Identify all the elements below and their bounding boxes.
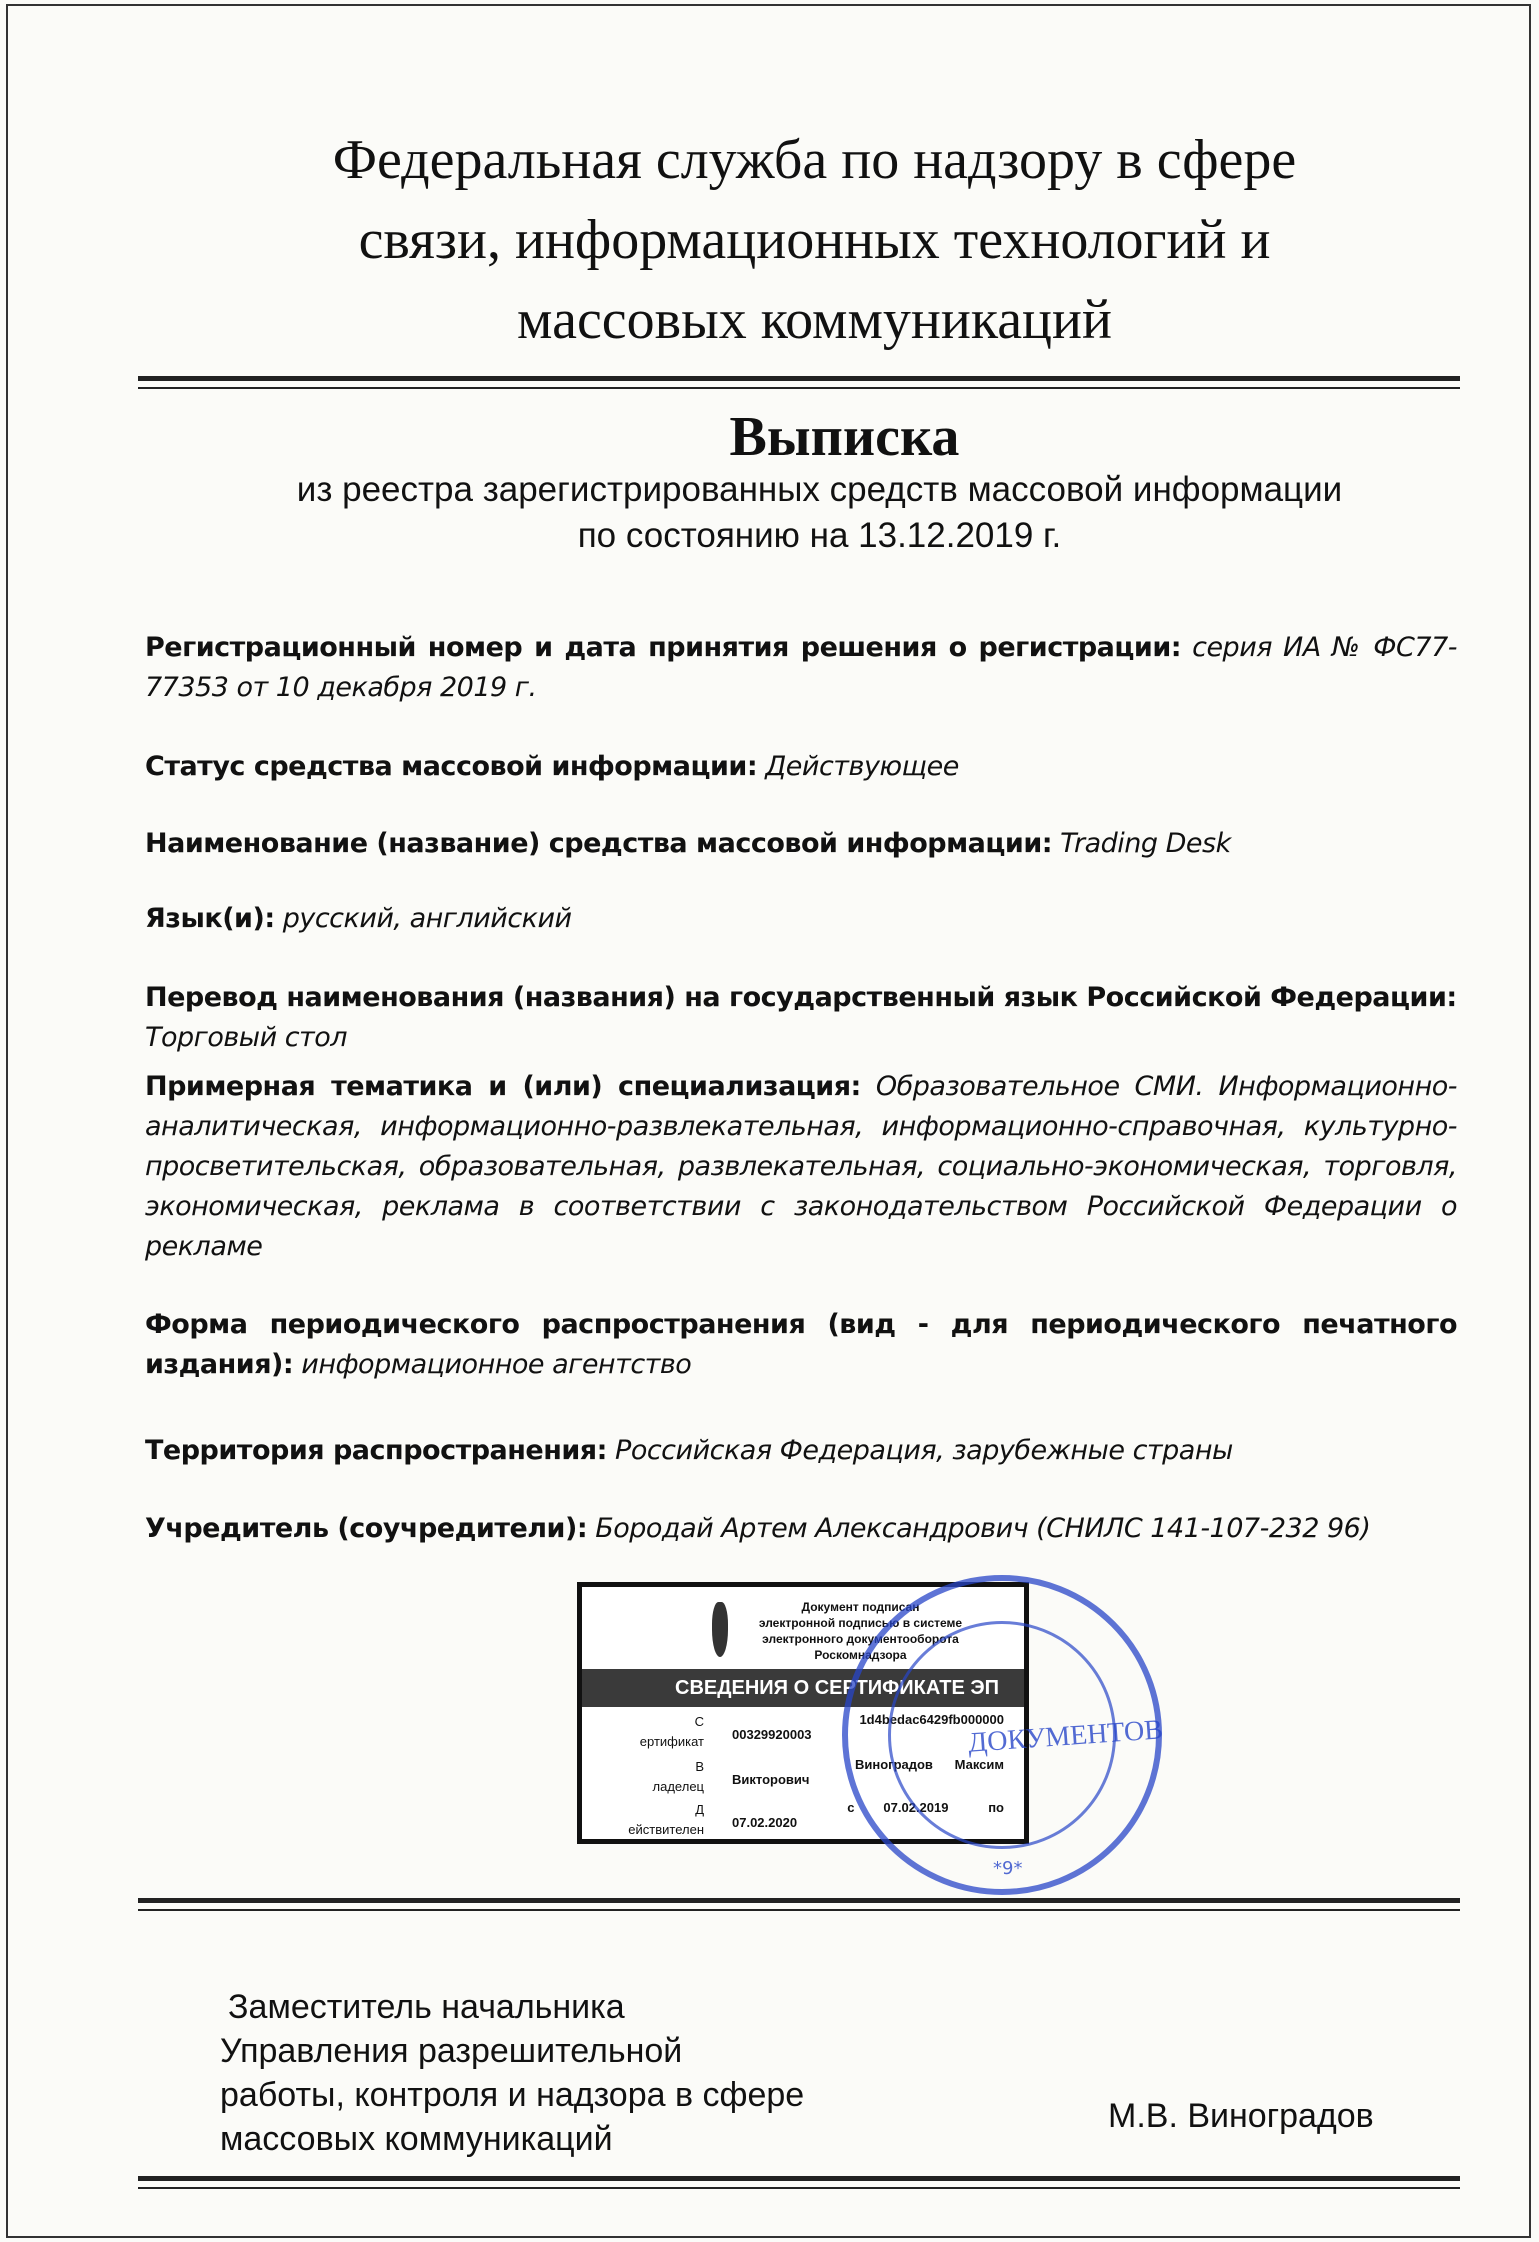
field-languages: Язык(и): русский, английский [145,903,572,934]
certificate-row: В ладелец Виноградов Максим Викторович [652,1757,1004,1794]
field-translation: Перевод наименования (названия) на государственный язык Российской Федерации: Торговый стол [145,982,1457,1053]
certificate-heading: СВЕДЕНИЯ О СЕРТИФИКАТЕ ЭП [582,1669,1024,1707]
divider [138,2176,1460,2189]
field-founder: Учредитель (соучредители): Бородай Артем Александрович (СНИЛС 141-107-232 96) [145,1513,1371,1544]
divider [138,1898,1460,1911]
signatory-position: Заместитель начальника Управления разрешительной работы, контроля и надзора в сфере массовых коммуникаций [220,1988,805,2158]
field-registration: Регистрационный номер и дата принятия решения о регистрации: серия ИА № ФС77-77353 от 10 декабря 2019 г. [145,632,1457,703]
seal-text: ДОКУМЕНТОВ [967,1714,1164,1759]
subtitle-line: по состоянию на 13.12.2019 г. [577,516,1062,555]
emblem-icon [712,1602,728,1657]
agency-line: связи, информационных технологий и [358,209,1271,271]
certificate-row: Д ействителен с 07.02.2019 по 07.02.2020 [628,1800,1004,1837]
field-form: Форма периодического распространения (вид - для периодического печатного издания): информационное агентство [145,1309,1457,1380]
divider [138,376,1460,389]
field-territory: Территория распространения: Российская Федерация, зарубежные страны [145,1435,1233,1466]
agency-line: массовых коммуникаций [517,289,1112,351]
document-title: Выписка [729,406,960,468]
certificate-row: С ертификат 1d4bedac6429fb000000 00329920003 [639,1712,1004,1749]
field-name: Наименование (название) средства массовой информации: Trading Desk [145,828,1231,859]
field-status: Статус средства массовой информации: Действующее [145,751,959,782]
field-topics: Примерная тематика и (или) специализация: Образовательное СМИ. Информационно-аналитическая, информационно-развлекательная, информационно-справочная, культурно-просветительская, образовательная, развлекательная, социально-экономическая, торговля, экономическая, реклама в соответствии с законодательством Российской Федерации о рекламе [145,1071,1457,1262]
subtitle-line: из реестра зарегистрированных средств массовой информации [296,470,1343,509]
seal-mark: *9* [993,1858,1023,1879]
signatory-name: М.В. Виноградов [1108,2097,1374,2135]
agency-name [0,120,1539,360]
certificate-note: Документ подписан электронной подписью в системе электронного документооборота Роскомнадзора [758,1600,963,1662]
agency-line: Федеральная служба по надзору в сфере [332,129,1297,191]
official-seal [842,1575,1162,1895]
